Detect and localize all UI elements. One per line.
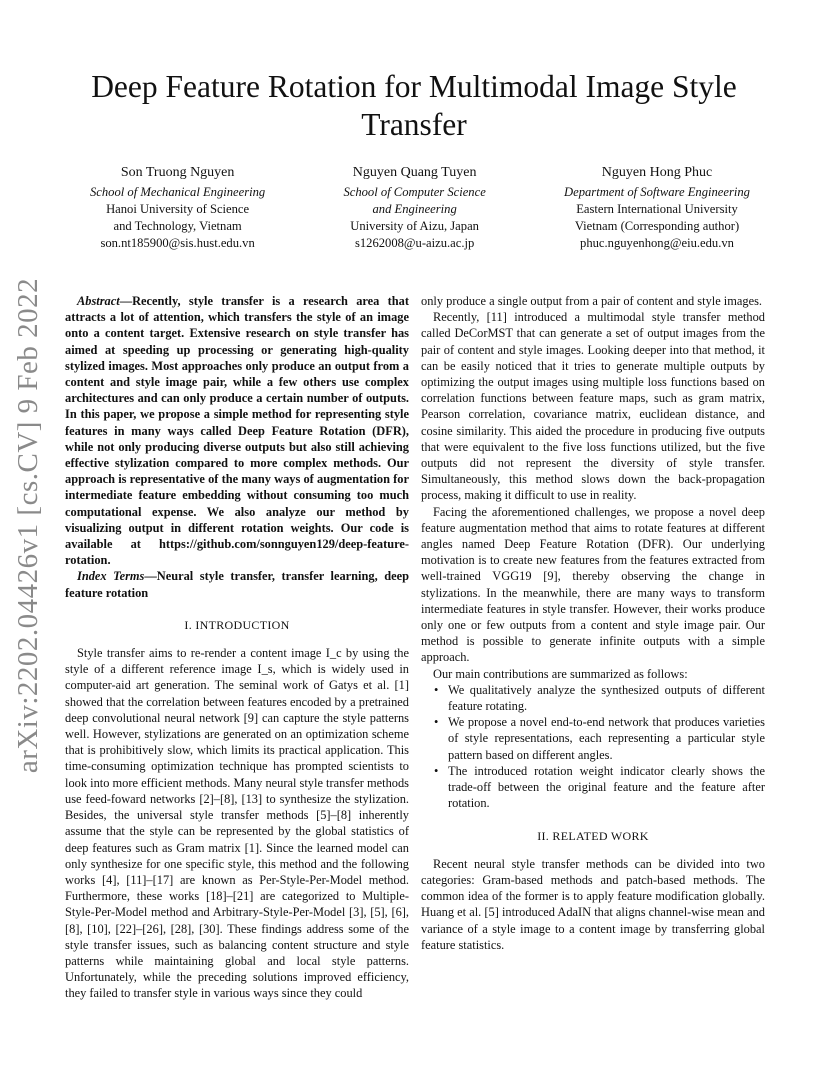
paper-title: Deep Feature Rotation for Multimodal Image Style Transfer bbox=[91, 69, 737, 142]
author-2 bbox=[343, 163, 485, 252]
author-name: Nguyen Hong Phuc bbox=[601, 165, 713, 180]
abstract-text: —Recently, style transfer is a research area that attracts a lot of attention, which transfers the style of an image onto a content target. Extensive research on style transfer has aimed at speeding up processing or generating high-quality stylized images. Most approaches only produce an output from a content and style image pair, while a few others use complex architectures and can only produce a certain number of outputs. In this paper, we propose a simple method for representing style features in many ways called Deep Feature Rotation (DFR), while not only producing diverse outputs but also still achieving effective stylization compared to more complex methods. Our approach is representative of the many ways of augmentation for intermediate feature embedding without consuming too much computational expense. We also analyze our method by visualizing output in different rotation weights. Our code is available at https://github.com/sonnguyen129/deep-feature-rotation. bbox=[65, 294, 409, 568]
related-paragraph-1: Recent neural style transfer methods can be divided into two categories: Gram-based methods and patch-based methods. The common idea of the former is to apply feature modification globally. Huang et al. [5] introduced AdaIN that aligns channel-wise mean and variance of a style image to a content image by transferring global feature statistics. bbox=[421, 856, 765, 952]
list-item-text: The introduced rotation weight indicator clearly shows the trade-off between the original feature and the feature after rotation. bbox=[448, 763, 765, 811]
section-heading-introduction: I. INTRODUCTION bbox=[184, 617, 290, 632]
author-email: phuc.nguyenhong@eiu.edu.vn bbox=[580, 236, 734, 250]
author-name: Son Truong Nguyen bbox=[120, 165, 235, 180]
intro-paragraph-1: Style transfer aims to re-render a content image I_c by using the style of a different reference image I_s, which is widely used in computer-aid art generation. The seminal work of Gatys et al. [1] showed that the correlation between features encoded by a pretrained deep convolutional neural network [9] can capture the style patterns well. However, stylizations are generated on an optimization scheme that is prohibitively slow, which limits its practical application. This time-consuming optimization technique has prompted scientists to look into more efficient methods. Many neural style transfer methods use feed-foward networks [2]–[8], [13] to synthesize the stylization. Besides, the universal style transfer methods [5]–[8] inherently assume that the style can be represented by the global statistics of deep features such as Gram matrix [1]. Since the learned model can only synthesize for one specific style, this method and the following works [4], [11]–[17] are known as Per-Style-Per-Model method. Furthermore, these works [18]–[21] are categorized to Multiple-Style-Per-Model method and Arbitrary-Style-Per-Model [3], [5], [6], [8], [10], [22]–[26], [28], [30]. These findings address some of the style transfer issues, such as balancing content structure and style patterns while maintaining global and local style patterns. Unfortunately, while the preceding solutions improved efficiency, they failed to transfer style in various ways since they could bbox=[65, 646, 409, 1001]
arxiv-identifier bbox=[6, 277, 52, 773]
arxiv-identifier-text: arXiv:2202.04426v1 [cs.CV] 9 Feb 2022 bbox=[12, 277, 45, 773]
list-item bbox=[421, 682, 765, 714]
abstract bbox=[65, 293, 409, 568]
intro-paragraph-1-continued: only produce a single output from a pair of content and style images. bbox=[421, 294, 762, 308]
author-institution: University of Aizu, Japan bbox=[350, 219, 479, 233]
author-affiliation: School of Computer Science bbox=[343, 185, 486, 199]
bullet-icon: • bbox=[434, 715, 439, 730]
author-institution: Hanoi University of Science bbox=[106, 202, 250, 216]
intro-paragraph-3: Facing the aforementioned challenges, we propose a novel deep feature augmentation method that aims to rotate features at different angles named Deep Feature Rotation (DFR). Our underlying motivation is to create new features from the features extracted from well-trained VGG19 [9], thereby observing the change in stylizations. In the meanwhile, there are many ways to transform intermediate features in style transfer. However, their works produce only one or few outputs from a content and style image pair. Our method is possible to generate infinite outputs with a simple approach. bbox=[421, 504, 765, 665]
index-terms-text: —Neural style transfer, transfer learning, deep feature rotation bbox=[65, 569, 409, 600]
contributions-list bbox=[421, 682, 765, 812]
author-block bbox=[90, 163, 750, 252]
author-institution: Eastern International University bbox=[576, 202, 738, 216]
abstract-label: Abstract bbox=[77, 294, 120, 308]
author-affiliation: School of Mechanical Engineering bbox=[90, 185, 266, 199]
bullet-icon: • bbox=[434, 682, 439, 697]
author-institution: and Technology, Vietnam bbox=[113, 219, 242, 233]
author-1 bbox=[90, 163, 265, 252]
right-column bbox=[421, 293, 765, 953]
section-heading-related-work: II. RELATED WORK bbox=[537, 828, 649, 843]
list-item-text: We qualitatively analyze the synthesized outputs of different feature rotating. bbox=[448, 682, 765, 714]
author-3 bbox=[564, 163, 750, 252]
author-email: s1262008@u-aizu.ac.jp bbox=[354, 236, 475, 250]
list-item-text: We propose a novel end-to-end network that produces varieties of style representations, each representing a particular style pattern based on different angles. bbox=[448, 715, 765, 762]
author-name: Nguyen Quang Tuyen bbox=[352, 165, 477, 180]
intro-paragraph-2: Recently, [11] introduced a multimodal style transfer method called DeCorMST that can generate a set of output images from the pair of content and style images. Looking deeper into that method, it can be easily noticed that it tries to generate multiple outputs by optimizing the output images using multiple loss functions based on correlation functions between feature maps, such as gram matrix, Pearson correlation, covariance matrix, euclidean distance, and cosine similarity. This aided the procedure in producing five outputs that were equivalent to the five loss functions utilized, but the five outputs did not represent the diversity of style transfer. Simultaneously, this method slows down the back-propagation process, making it difficult to use in reality. bbox=[421, 310, 765, 503]
author-institution: Vietnam (Corresponding author) bbox=[574, 219, 740, 233]
list-item bbox=[421, 714, 765, 763]
index-terms bbox=[65, 568, 409, 600]
left-column bbox=[65, 293, 409, 1002]
index-terms-label: Index Terms bbox=[77, 569, 145, 584]
author-email: son.nt185900@sis.hust.edu.vn bbox=[100, 236, 255, 250]
author-affiliation: Department of Software Engineering bbox=[564, 185, 750, 199]
author-affiliation: and Engineering bbox=[372, 202, 457, 216]
list-item bbox=[421, 763, 765, 812]
bullet-icon: • bbox=[434, 763, 439, 778]
intro-paragraph-4: Our main contributions are summarized as follows: bbox=[433, 666, 688, 681]
